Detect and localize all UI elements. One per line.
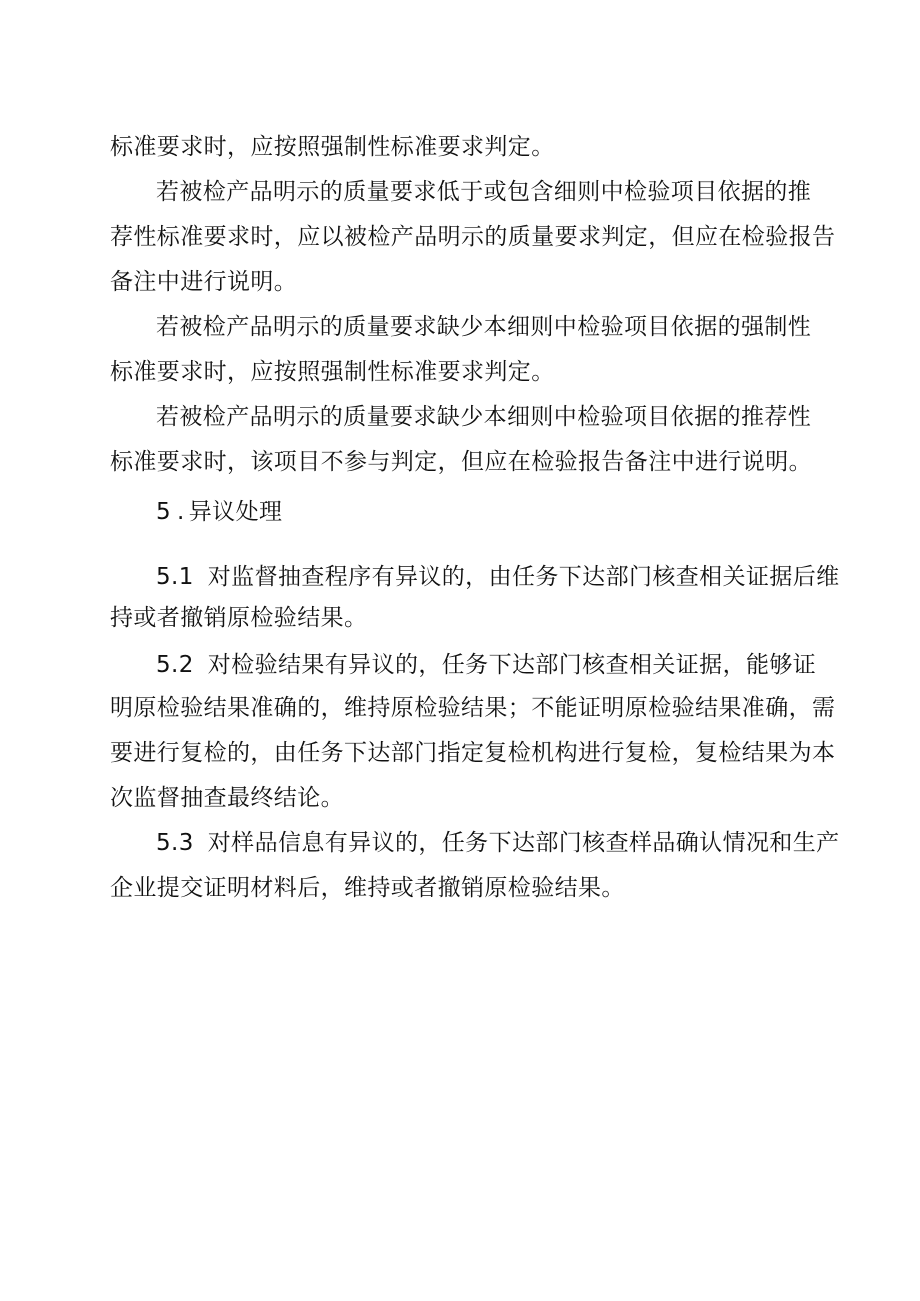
section-dot: . — [177, 499, 185, 525]
section-heading — [156, 497, 282, 527]
clause-number: 5.3 — [156, 830, 194, 856]
paragraph-line: 若被检产品明示的质量要求缺少本细则中检验项目依据的推荐性 — [156, 404, 812, 430]
paragraph-line: 次监督抽查最终结论。 — [110, 785, 344, 811]
clause-line — [156, 650, 816, 680]
clause-number: 5.1 — [156, 564, 194, 590]
clause-text: 对样品信息有异议的，任务下达部门核查样品确认情况和生产 — [207, 830, 840, 856]
paragraph-line: 荐性标准要求时，应以被检产品明示的质量要求判定，但应在检验报告 — [110, 224, 836, 250]
clause-line — [156, 562, 840, 592]
paragraph-line: 标准要求时，该项目不参与判定，但应在检验报告备注中进行说明。 — [110, 449, 812, 475]
clause-line — [156, 828, 840, 858]
paragraph-line: 若被检产品明示的质量要求低于或包含细则中检验项目依据的推 — [156, 179, 812, 205]
paragraph-line: 企业提交证明材料后，维持或者撤销原检验结果。 — [110, 875, 625, 901]
section-title: 异议处理 — [188, 499, 283, 525]
section-number: 5 — [156, 499, 172, 525]
clause-text: 对监督抽查程序有异议的，由任务下达部门核查相关证据后维 — [207, 564, 840, 590]
paragraph-line: 要进行复检的，由任务下达部门指定复检机构进行复检，复检结果为本 — [110, 740, 836, 766]
paragraph-line: 标准要求时，应按照强制性标准要求判定。 — [110, 359, 555, 385]
clause-number: 5.2 — [156, 652, 194, 678]
paragraph-line: 标准要求时，应按照强制性标准要求判定。 — [110, 134, 555, 160]
clause-text: 对检验结果有异议的，任务下达部门核查相关证据，能够证 — [207, 652, 817, 678]
paragraph-line: 若被检产品明示的质量要求缺少本细则中检验项目依据的强制性 — [156, 314, 812, 340]
paragraph-line: 备注中进行说明。 — [110, 269, 298, 295]
paragraph-line: 明原检验结果准确的，维持原检验结果；不能证明原检验结果准确，需 — [110, 695, 836, 721]
paragraph-line: 持或者撤销原检验结果。 — [110, 605, 368, 631]
